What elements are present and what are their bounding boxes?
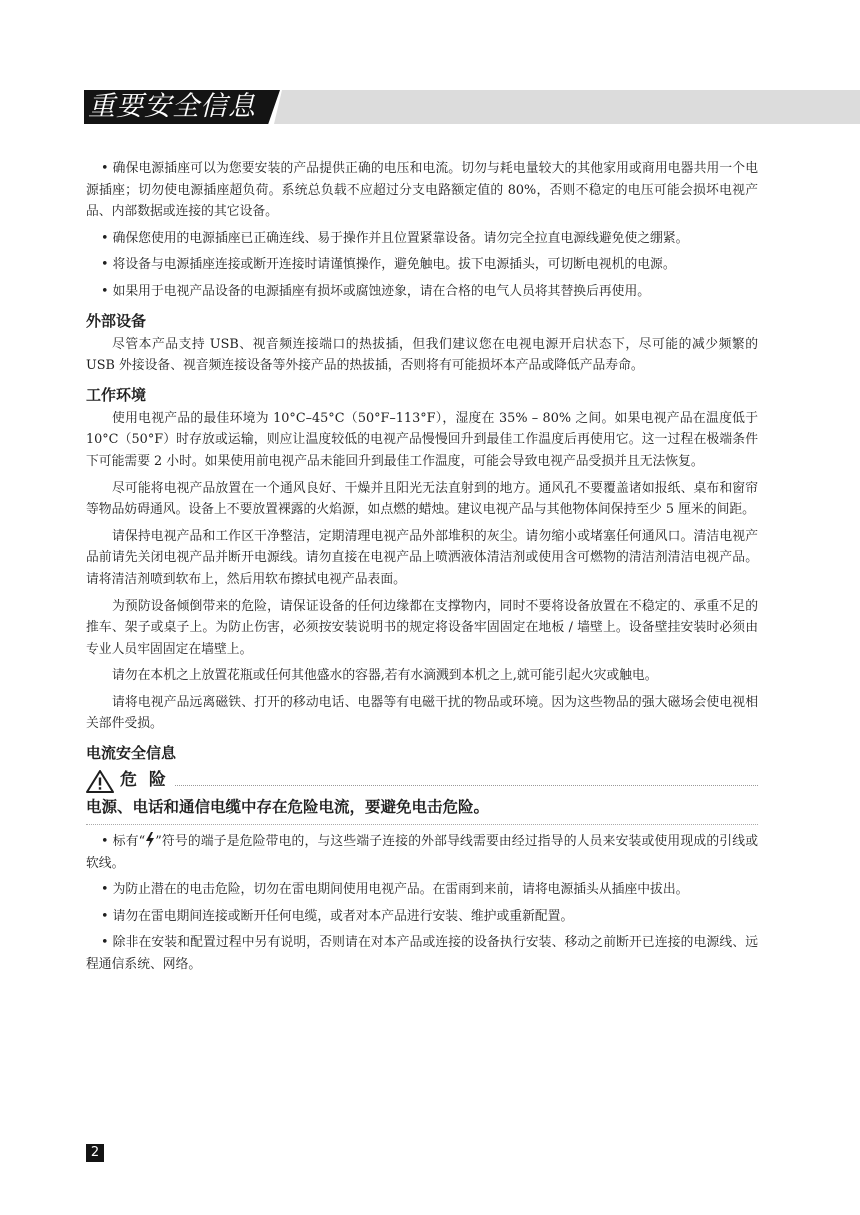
power-bullet-3: • 将设备与电源插座连接或断开连接时请谨慎操作，避免触电。拔下电源插头，可切断电视机的电源。 bbox=[86, 254, 758, 276]
environment-paragraph-5: 请勿在本机之上放置花瓶或任何其他盛水的容器,若有水滴溅到本机之上,就可能引起火灾或触电。 bbox=[112, 668, 658, 684]
warning-triangle-icon bbox=[86, 769, 114, 794]
electric-bullet-2: • 为防止潜在的电击危险，切勿在雷电期间使用电视产品。在雷雨到来前，请将电源插头从插座中拔出。 bbox=[86, 879, 758, 901]
electric-bullet-4: • 除非在安装和配置过程中另有说明，否则请在对本产品或连接的设备执行安装、移动之前断开已连接的电源线、远程通信系统、网络。 bbox=[86, 932, 758, 975]
environment-paragraph-6: 请将电视产品远离磁铁、打开的移动电话、电器等有电磁干扰的物品或环境。因为这些物品的强大磁场会使电视相关部件受损。 bbox=[86, 694, 758, 732]
danger-row bbox=[86, 768, 758, 794]
environment-paragraph-1: 使用电视产品的最佳环境为 10°C–45°C（50°F–113°F），湿度在 35% – 80% 之间。如果电视产品在温度低于 10°C（50°F）时存放或运输，则应让温度较低的电视产品慢慢回升到最佳工作温度后再使用它。这一过程在极端条件下可能需要 2 小时。如果使用前电视产品未能回升到最佳工作温度，可能会导致电视产品受损并且无法恢复。 bbox=[86, 410, 758, 469]
dotted-divider bbox=[86, 824, 758, 825]
environment-paragraph-4: 为预防设备倾倒带来的危险，请保证设备的任何边缘都在支撑物内，同时不要将设备放置在不稳定的、承重不足的推车、架子或桌子上。为防止伤害，必须按安装说明书的规定将设备牢固固定在地板 / 墙壁上。设备壁挂安装时必须由专业人员牢固固定在墙壁上。 bbox=[86, 598, 758, 657]
environment-paragraph-2: 尽可能将电视产品放置在一个通风良好、干燥并且阳光无法直射到的地方。通风孔不要覆盖诸如报纸、桌布和窗帘等物品妨碍通风。设备上不要放置裸露的火焰源，如点燃的蜡烛。建议电视产品与其他物体间保持至少 5 厘米的间距。 bbox=[86, 480, 758, 518]
lightning-bolt-icon bbox=[145, 832, 155, 848]
electric-bullet-1 bbox=[86, 831, 758, 874]
main-content bbox=[86, 158, 758, 981]
electric-bullet-1-suffix: ”符号的端子是危险带电的，与这些端子连接的外部导线需要由经过指导的人员来安装或使用现成的引线或软线。 bbox=[86, 834, 758, 871]
power-bullet-4: • 如果用于电视产品设备的电源插座有损坏或腐蚀迹象，请在合格的电气人员将其替换后再使用。 bbox=[86, 281, 758, 303]
electric-bullet-1-prefix: 标有“ bbox=[112, 834, 146, 850]
electric-bullet-3: • 请勿在雷电期间连接或断开任何电缆，或者对本产品进行安装、维护或重新配置。 bbox=[86, 906, 758, 928]
danger-divider bbox=[175, 785, 758, 786]
danger-headline: 电源、电话和通信电缆中存在危险电流，要避免电击危险。 bbox=[86, 798, 490, 817]
power-bullet-1: • 确保电源插座可以为您要安装的产品提供正确的电压和电流。切勿与耗电量较大的其他家用或商用电器共用一个电源插座；切勿使电源插座超负荷。系统总负载不应超过分支电路额定值的 80%，否则不稳定的电压可能会损坏电视产品、内部数据或连接的其它设备。 bbox=[86, 158, 758, 223]
external-devices-heading: 外部设备 bbox=[86, 311, 147, 330]
environment-paragraph-3: 请保持电视产品和工作区干净整洁，定期清理电视产品外部堆积的灰尘。请勿缩小或堵塞任何通风口。清洁电视产品前请先关闭电视产品并断开电源线。请勿直接在电视产品上喷洒液体清洁剂或使用含可燃物的清洁剂清洁电视产品。请将清洁剂喷到软布上，然后用软布擦拭电视产品表面。 bbox=[86, 528, 758, 587]
electric-safety-heading: 电流安全信息 bbox=[86, 744, 177, 763]
external-devices-text: 尽管本产品支持 USB、视音频连接端口的热拔插，但我们建议您在电视电源开启状态下，尽可能的减少频繁的 USB 外接设备、视音频连接设备等外接产品的热拔插，否则将有可能损坏本产品或降低产品寿命。 bbox=[86, 336, 758, 374]
environment-heading: 工作环境 bbox=[86, 385, 147, 404]
header-gray-bar bbox=[274, 90, 860, 124]
danger-label: 危 险 bbox=[120, 770, 169, 791]
power-bullet-2: • 确保您使用的电源插座已正确连线、易于操作并且位置紧靠设备。请勿完全拉直电源线避免使之绷紧。 bbox=[86, 228, 758, 250]
page-number: 2 bbox=[86, 1144, 104, 1162]
page-title: 重要安全信息 bbox=[88, 91, 256, 122]
